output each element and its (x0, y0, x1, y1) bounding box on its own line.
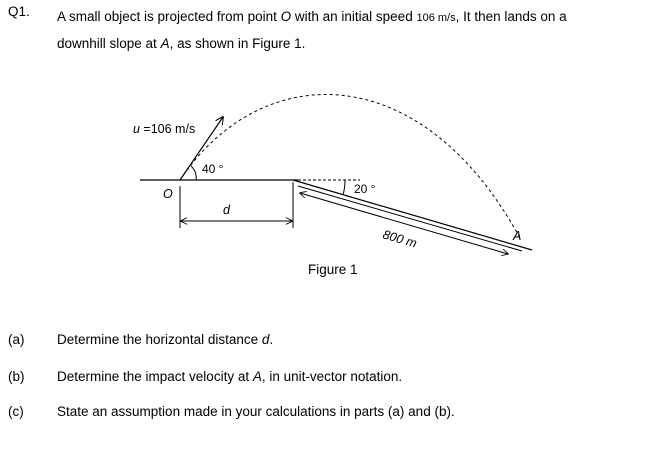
launch-angle-label: 40 ° (202, 162, 224, 176)
question-number: Q1. (8, 4, 30, 19)
part-b-text: Determine the impact velocity at A, in unit-vector notation. (57, 369, 403, 384)
figure-caption: Figure 1 (308, 262, 358, 277)
part-c-label: (c) (8, 404, 24, 419)
initial-speed: 106 m/s (416, 12, 456, 24)
velocity-label: u =106 m/s (133, 122, 196, 136)
distance-d-label: d (223, 203, 230, 217)
part-b-label: (b) (8, 369, 25, 384)
question-line-1: A small object is projected from point O with an initial speed 106 m/s, It then lands on a (57, 9, 567, 24)
launch-angle-arc (191, 166, 196, 180)
trajectory-path (180, 94, 520, 238)
slope-angle-arc (343, 180, 345, 195)
point-o-label: O (163, 187, 173, 201)
question-line-2: downhill slope at A, as shown in Figure 1. (57, 36, 306, 51)
point-a-label: A (513, 229, 522, 243)
part-a-label: (a) (8, 332, 25, 347)
slope-angle-label: 20 ° (354, 182, 376, 196)
part-a-text: Determine the horizontal distance d. (57, 332, 274, 347)
slope-length-label: 800 m (381, 227, 419, 251)
part-c-text: State an assumption made in your calculations in parts (a) and (b). (57, 404, 455, 419)
